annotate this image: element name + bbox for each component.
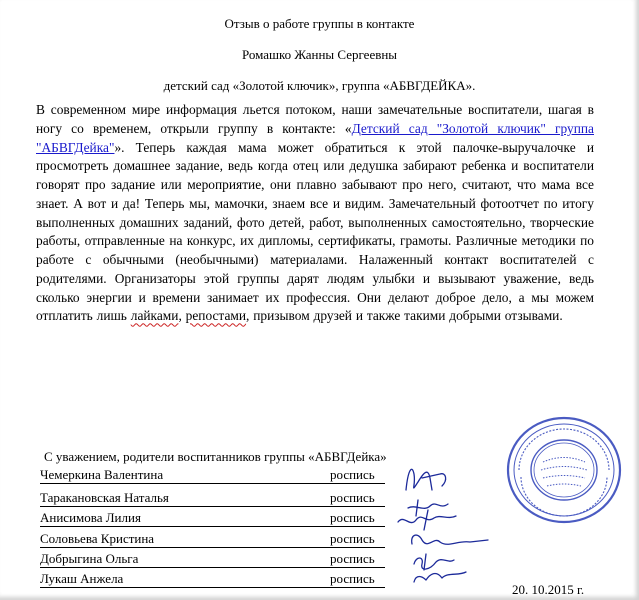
signatory-name: Лукаш Анжела — [40, 571, 124, 586]
body-part-1: В современном мире информация льется потоком, наши замечательные воспитатели, шагая в ногу со временем, открыли группу в контакте: « — [36, 102, 594, 136]
handwritten-signatures — [378, 460, 498, 585]
spellcheck-word-reposts: репостами — [185, 308, 247, 324]
signatory-row — [40, 467, 385, 484]
regards-line: С уважением, родители воспитанников группы «АБВГДейка» — [44, 449, 387, 464]
review-body — [36, 101, 594, 326]
signature-label: роспись — [330, 467, 375, 482]
signatory-row — [40, 531, 385, 548]
body-part-2: ». Теперь каждая мама может обратиться к этой палочке-выручалочке и просмотреть домашнее задание, ведь когда отец или дедушка забирают ребенка и воспитатели говорят про задание или мероприятие, они плавно забывают про него, считают, что мама все знает. А вот и да! Теперь мы, мамочки, знаем все и видим. Замечательный фотоотчет по итогу выполненных домашних заданий, фото детей, работ, выполненных самостоятельно, творческие работы, отправленные на конкурс, их дипломы, сертификаты, грамоты. Различные методики по работе с обычными (необычными) материалами. Налаженный контакт воспитателей с родителями. Организаторы этой группы дарят людям улыбки и вызывают уважение, ведь сколько энергии и времени занимает их профессия. Они делают доброе дело, а мы можем отплатить лишь — [36, 139, 594, 324]
signature-label: роспись — [330, 551, 375, 566]
author-name: Ромашко Жанны Сергеевны — [241, 47, 398, 62]
signature-label: роспись — [330, 510, 375, 525]
signatory-name: Добрыгина Ольга — [40, 551, 139, 566]
signatory-name: Таракановская Наталья — [40, 490, 169, 505]
spellcheck-word-likes: лайками — [130, 308, 179, 324]
kindergarten-stamp — [505, 415, 623, 525]
signatory-row — [40, 571, 385, 588]
signatory-name: Соловьева Кристина — [40, 531, 155, 546]
document-subtitle: детский сад «Золотой ключик», группа «АБВГДЕЙКА». — [163, 78, 476, 93]
body-part-3: , призывом друзей и также такими добрыми отзывами. — [246, 308, 563, 324]
signature-label: роспись — [330, 571, 375, 586]
group-link[interactable]: Детский сад "Золотой ключик" группа "АБВГДейка" — [36, 120, 594, 155]
signatory-name: Анисимова Лилия — [40, 510, 141, 525]
signature-label: роспись — [330, 531, 375, 546]
signatory-row — [40, 551, 385, 568]
signatory-name: Чемеркина Валентина — [40, 467, 164, 482]
signature-label: роспись — [330, 490, 375, 505]
signatory-row — [40, 510, 385, 527]
body-comma: , — [178, 308, 186, 324]
signatory-row — [40, 490, 385, 507]
document-title: Отзыв о работе группы в контакте — [224, 16, 415, 31]
document-date: 20. 10.2015 г. — [512, 582, 585, 597]
